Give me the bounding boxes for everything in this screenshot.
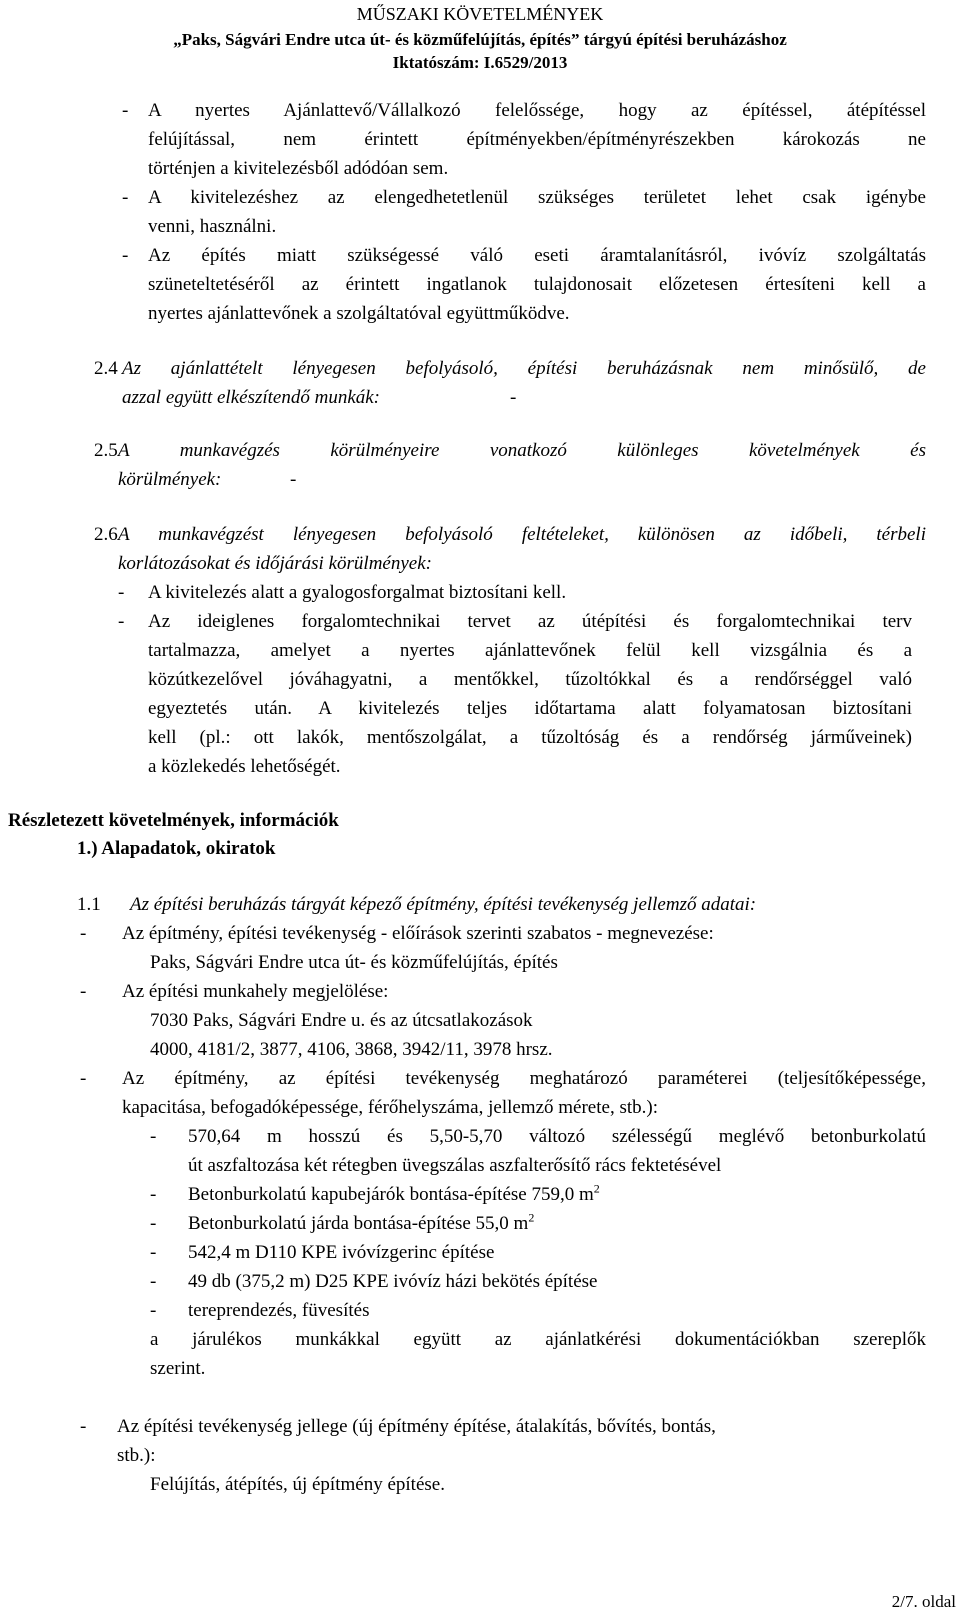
list-item-text: felújítással, nem érintett építményekben/építményrészekben károkozás ne	[148, 129, 926, 150]
section-number: 2.6	[94, 524, 118, 545]
subsection-title: 1.) Alapadatok, okiratok	[77, 838, 276, 859]
list-item-text: 49 db (375,2 m) D25 KPE ivóvíz házi bekötés építése	[188, 1271, 598, 1292]
section-heading: Az építési beruházás tárgyát képező építmény, építési tevékenység jellemző adatai:	[130, 894, 757, 915]
field-value: 4000, 4181/2, 3877, 4106, 3868, 3942/11, 3978 hrsz.	[150, 1039, 553, 1060]
superscript: 2	[593, 1181, 600, 1196]
paragraph-text: szerint.	[150, 1358, 206, 1379]
list-bullet: -	[150, 1184, 157, 1205]
list-bullet: -	[80, 981, 87, 1002]
list-item-text: történjen a kivitelezésből adódóan sem.	[148, 158, 449, 179]
field-value: Felújítás, átépítés, új építmény építése.	[150, 1474, 445, 1495]
list-item-text: Betonburkolatú járda bontása-építése 55,0 m	[188, 1213, 529, 1234]
field-label: Az építési munkahely megjelölése:	[122, 981, 389, 1002]
list-bullet: -	[80, 1416, 87, 1437]
list-item-text: szüneteltetéséről az érintett ingatlanok tulajdonosait előzetesen értesíteni kell a	[148, 274, 926, 295]
list-bullet: -	[122, 100, 129, 121]
list-item-text: kell (pl.: ott lakók, mentőszolgálat, a tűzoltóság és a rendőrség járműveinek)	[148, 727, 912, 748]
list-item-text: A kivitelezés alatt a gyalogosforgalmat biztosítani kell.	[148, 582, 567, 603]
list-item-text: út aszfaltozása két rétegben üvegszálas aszfalterősítő rács fektetésével	[188, 1155, 722, 1176]
list-item-text: közútkezelővel jóváhagyatni, a mentőkkel, tűzoltókkal és a rendőrséggel való	[148, 669, 912, 690]
list-item-text: A nyertes Ajánlattevő/Vállalkozó felelőssége, hogy az építéssel, átépítéssel	[148, 100, 926, 121]
section-number: 1.1	[77, 894, 101, 915]
section-heading: A munkavégzést lényegesen befolyásoló feltételeket, különösen az időbeli, térbeli	[118, 524, 926, 545]
superscript: 2	[528, 1210, 535, 1225]
section-heading: Az ajánlattételt lényegesen befolyásoló, építési beruházásnak nem minősülő, de	[122, 358, 926, 379]
section-heading: A munkavégzés körülményeire vonatkozó különleges követelmények és	[118, 440, 926, 461]
list-item-text: Az ideiglenes forgalomtechnikai tervet az útépítési és forgalomtechnikai terv	[148, 611, 912, 632]
doc-header-title: MŰSZAKI KÖVETELMÉNYEK	[356, 4, 604, 24]
list-bullet: -	[150, 1213, 157, 1234]
section-heading: korlátozásokat és időjárási körülmények:	[118, 553, 432, 574]
list-bullet: -	[80, 1068, 87, 1089]
section-value: -	[510, 387, 517, 408]
list-item-text: A kivitelezéshez az elengedhetetlenül szükséges területet lehet csak igénybe	[148, 187, 926, 208]
list-item-text: Az építés miatt szükségessé váló eseti áramtalanításról, ivóvíz szolgáltatás	[148, 245, 926, 266]
field-label: Az építmény, az építési tevékenység meghatározó paraméterei (teljesítőképessége,	[122, 1068, 926, 1089]
section-number: 2.5	[94, 440, 118, 461]
list-bullet: -	[150, 1271, 157, 1292]
section-heading: körülmények:	[118, 469, 222, 490]
list-bullet: -	[118, 582, 125, 603]
field-label: Az építmény, építési tevékenység - előírások szerinti szabatos - megnevezése:	[122, 923, 714, 944]
list-item-text: 542,4 m D110 KPE ivóvízgerinc építése	[188, 1242, 495, 1263]
list-bullet: -	[118, 611, 125, 632]
section-number: 2.4	[94, 358, 118, 379]
list-item-text: Betonburkolatú kapubejárók bontása-építése 759,0 m	[188, 1184, 594, 1205]
field-label: stb.):	[117, 1445, 156, 1466]
list-item-text	[188, 1209, 534, 1238]
paragraph-text: a járulékos munkákkal együtt az ajánlatkérési dokumentációkban szereplők	[150, 1329, 926, 1350]
list-item-text: nyertes ajánlattevőnek a szolgáltatóval együttműködve.	[148, 303, 570, 324]
list-bullet: -	[122, 187, 129, 208]
list-bullet: -	[150, 1126, 157, 1147]
list-item-text: tartalmazza, amelyet a nyertes ajánlattevőnek felül kell vizsgálnia és a	[148, 640, 912, 661]
list-bullet: -	[150, 1242, 157, 1263]
list-item-text: tereprendezés, füvesítés	[188, 1300, 370, 1321]
list-item-text: 570,64 m hosszú és 5,50-5,70 változó szélességű meglévő betonburkolatú	[188, 1126, 926, 1147]
list-bullet: -	[150, 1300, 157, 1321]
doc-header-reference: Iktatószám: I.6529/2013	[392, 53, 568, 72]
doc-header-subject: „Paks, Ságvári Endre utca út- és közműfelújítás, építés” tárgyú építési beruházáshoz	[173, 30, 787, 49]
field-value: 7030 Paks, Ságvári Endre u. és az útcsatlakozások	[150, 1010, 533, 1031]
section-heading: azzal együtt elkészítendő munkák:	[122, 387, 381, 408]
list-item-text: venni, használni.	[148, 216, 277, 237]
list-bullet: -	[80, 923, 87, 944]
section-value: -	[290, 469, 297, 490]
list-bullet: -	[122, 245, 129, 266]
field-value: Paks, Ságvári Endre utca út- és közműfelújítás, építés	[150, 952, 558, 973]
field-label: Az építési tevékenység jellege (új építmény építése, átalakítás, bővítés, bontás,	[117, 1416, 716, 1437]
section-title: Részletezett követelmények, információk	[8, 810, 339, 831]
page-number: 2/7. oldal	[891, 1592, 956, 1611]
field-label: kapacitása, befogadóképessége, férőhelyszáma, jellemző mérete, stb.):	[122, 1097, 658, 1118]
list-item-text: a közlekedés lehetőségét.	[148, 756, 341, 777]
list-item-text: egyeztetés után. A kivitelezés teljes időtartama alatt folyamatosan biztosítani	[148, 698, 912, 719]
list-item-text	[188, 1180, 600, 1209]
